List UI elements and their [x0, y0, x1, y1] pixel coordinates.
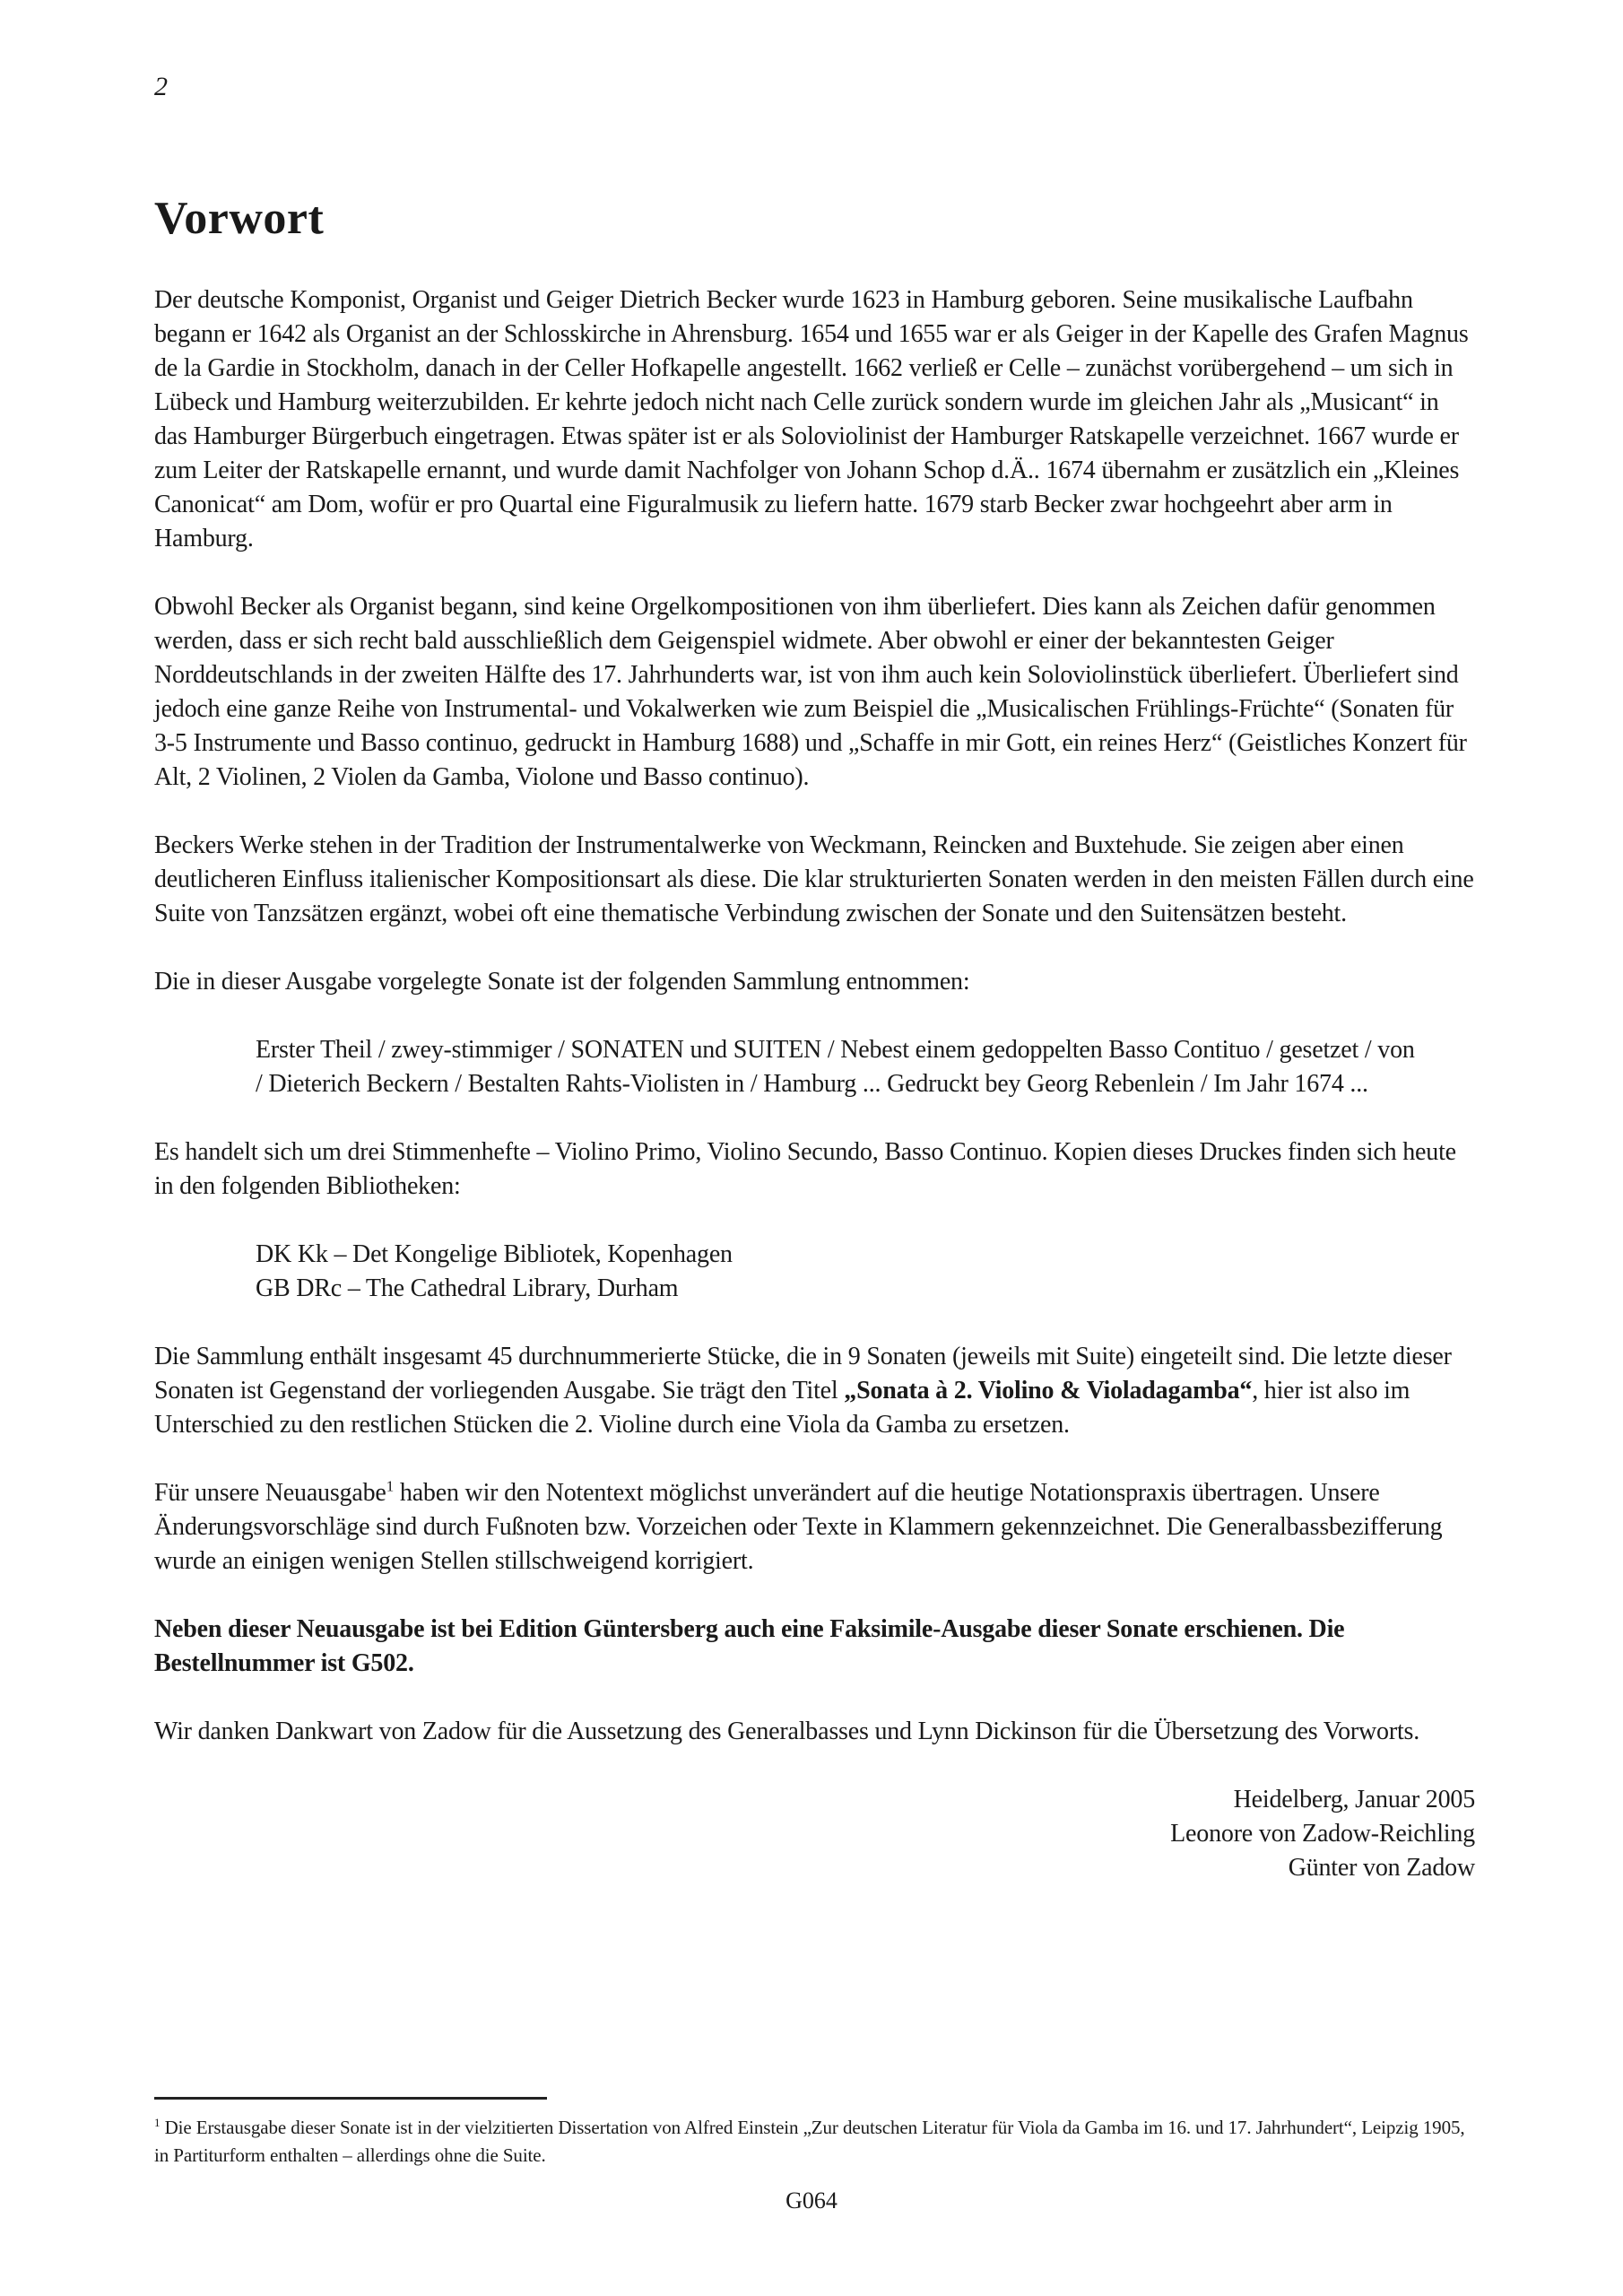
source-title-quote: Erster Theil / zwey-stimmiger / SONATEN und SUITEN / Nebest einem gedoppelten Basso Contituo / gesetzet / von / Dieterich Beckern / Bestalten Rahts-Violisten in / Hamburg ... Gedruckt bey Georg Rebenlein / Im Jahr 1674 ... — [256, 1036, 1415, 1098]
edition-text-post: haben wir den Notentext möglichst unverändert auf die heutige Notationspraxis übertragen. Unsere Änderungsvorschläge sind durch Fußnoten bzw. Vorzeichen oder Texte in Klammern gekennzeichnet. Die Generalbassbezifferung wurde an einigen wenigen Stellen stillschweigend korrigiert. — [154, 1479, 1443, 1575]
library-list — [256, 1238, 1421, 1306]
paragraph-edition-notes — [154, 1476, 1475, 1578]
page-number: 2 — [154, 72, 168, 101]
footnote-marker-1: 1 — [154, 2116, 161, 2129]
paragraph-biography: Der deutsche Komponist, Organist und Geiger Dietrich Becker wurde 1623 in Hamburg geboren. Seine musikalische Laufbahn begann er 1642 als Organist an der Schlosskirche in Ahrensburg. 1654 und 1655 war er als Geiger in der Kapelle des Grafen Magnus de la Gardie in Stockholm, danach in der Celler Hofkapelle angestellt. 1662 verließ er Celle – zunächst vorübergehend – um sich in Lübeck und Hamburg weiterzubilden. Er kehrte jedoch nicht nach Celle zurück sondern wurde im gleichen Jahr als „Musicant“ in das Hamburger Bürgerbuch eingetragen. Etwas später ist er als Soloviolinist der Hamburger Ratskapelle verzeichnet. 1667 wurde er zum Leiter der Ratskapelle ernannt, und wurde damit Nachfolger von Johann Schop d.Ä.. 1674 übernahm er zusätzlich ein „Kleines Canonicat“ am Dom, wofür er pro Quartal eine Figuralmusik zu liefern hatte. 1679 starb Becker zwar hochgeehrt aber arm in Hamburg. — [154, 286, 1469, 552]
library-item-copenhagen: DK Kk – Det Kongelige Bibliotek, Kopenhagen — [256, 1240, 733, 1268]
footnote-block — [154, 2097, 1475, 2170]
paragraph-source-intro: Die in dieser Ausgabe vorgelegte Sonate ist der folgenden Sammlung entnommen: — [154, 968, 970, 996]
signature-place-date: Heidelberg, Januar 2005 — [1233, 1786, 1475, 1813]
paragraph-parts-info: Es handelt sich um drei Stimmenhefte – Violino Primo, Violino Secundo, Basso Continuo. Kopien dieses Druckes finden sich heute in den folgenden Bibliotheken: — [154, 1138, 1456, 1200]
paragraph-facsimile-note: Neben dieser Neuausgabe ist bei Edition Güntersberg auch eine Faksimile-Ausgabe dieser Sonate erschienen. Die Bestellnummer ist G502. — [154, 1615, 1345, 1677]
footnote-body: Die Erstausgabe dieser Sonate ist in der vielzitierten Dissertation von Alfred Einstein „Zur deutschen Literatur für Viola da Gamba im 16. und 17. Jahrhundert“, Leipzig 1905, in Partiturform enthalten – allerdings ohne die Suite. — [154, 2117, 1465, 2166]
collection-sonata-title: „Sonata à 2. Violino & Violadagamba“ — [844, 1377, 1253, 1405]
library-item-durham: GB DRc – The Cathedral Library, Durham — [256, 1274, 679, 1302]
paragraph-thanks: Wir danken Dankwart von Zadow für die Aussetzung des Generalbasses und Lynn Dickinson für die Übersetzung des Vorworts. — [154, 1718, 1420, 1745]
paragraph-works: Obwohl Becker als Organist begann, sind keine Orgelkompositionen von ihm überliefert. Dies kann als Zeichen dafür genommen werden, dass er sich recht bald ausschließlich dem Geigenspiel widmete. Aber obwohl er einer der bekanntesten Geiger Norddeutschlands in der zweiten Hälfte des 17. Jahrhunderts war, ist von ihm auch kein Soloviolinstück überliefert. Überliefert sind jedoch eine ganze Reihe von Instrumental- und Vokalwerken wie zum Beispiel die „Musicalischen Frühlings-Früchte“ (Sonaten für 3-5 Instrumente und Basso continuo, gedruckt in Hamburg 1688) und „Schaffe in mir Gott, ein reines Herz“ (Geistliches Konzert für Alt, 2 Violinen, 2 Violen da Gamba, Violone und Basso continuo). — [154, 593, 1467, 791]
page-title: Vorwort — [154, 193, 325, 244]
edition-number: G064 — [785, 2187, 838, 2213]
signature-name-2: Günter von Zadow — [1288, 1854, 1475, 1882]
paragraph-collection — [154, 1340, 1475, 1442]
signature-name-1: Leonore von Zadow-Reichling — [1170, 1820, 1475, 1848]
signature-block — [154, 1783, 1475, 1885]
collection-text-post: , hier ist also im Unterschied zu den restlichen Stücken die 2. Violine durch eine Viola da Gamba zu ersetzen. — [154, 1377, 1410, 1439]
edition-text-pre: Für unsere Neuausgabe — [154, 1479, 386, 1507]
footnote-reference-1: 1 — [386, 1477, 395, 1495]
footnote-divider — [154, 2097, 547, 2100]
paragraph-tradition: Beckers Werke stehen in der Tradition der Instrumentalwerke von Weckmann, Reincken and Buxtehude. Sie zeigen aber einen deutlicheren Einfluss italienischer Kompositionsart als diese. Die klar strukturierten Sonaten werden in den meisten Fällen durch eine Suite von Tanzsätzen ergänzt, wobei oft eine thematische Verbindung zwischen der Sonate und den Suitensätzen besteht. — [154, 831, 1474, 927]
collection-text-pre: Die Sammlung enthält insgesamt 45 durchnummerierte Stücke, die in 9 Sonaten (jeweils mit Suite) eingeteilt sind. Die letzte dieser Sonaten ist Gegenstand der vorliegenden Ausgabe. Sie trägt den Titel — [154, 1343, 1452, 1405]
footnote-text — [154, 2114, 1475, 2170]
